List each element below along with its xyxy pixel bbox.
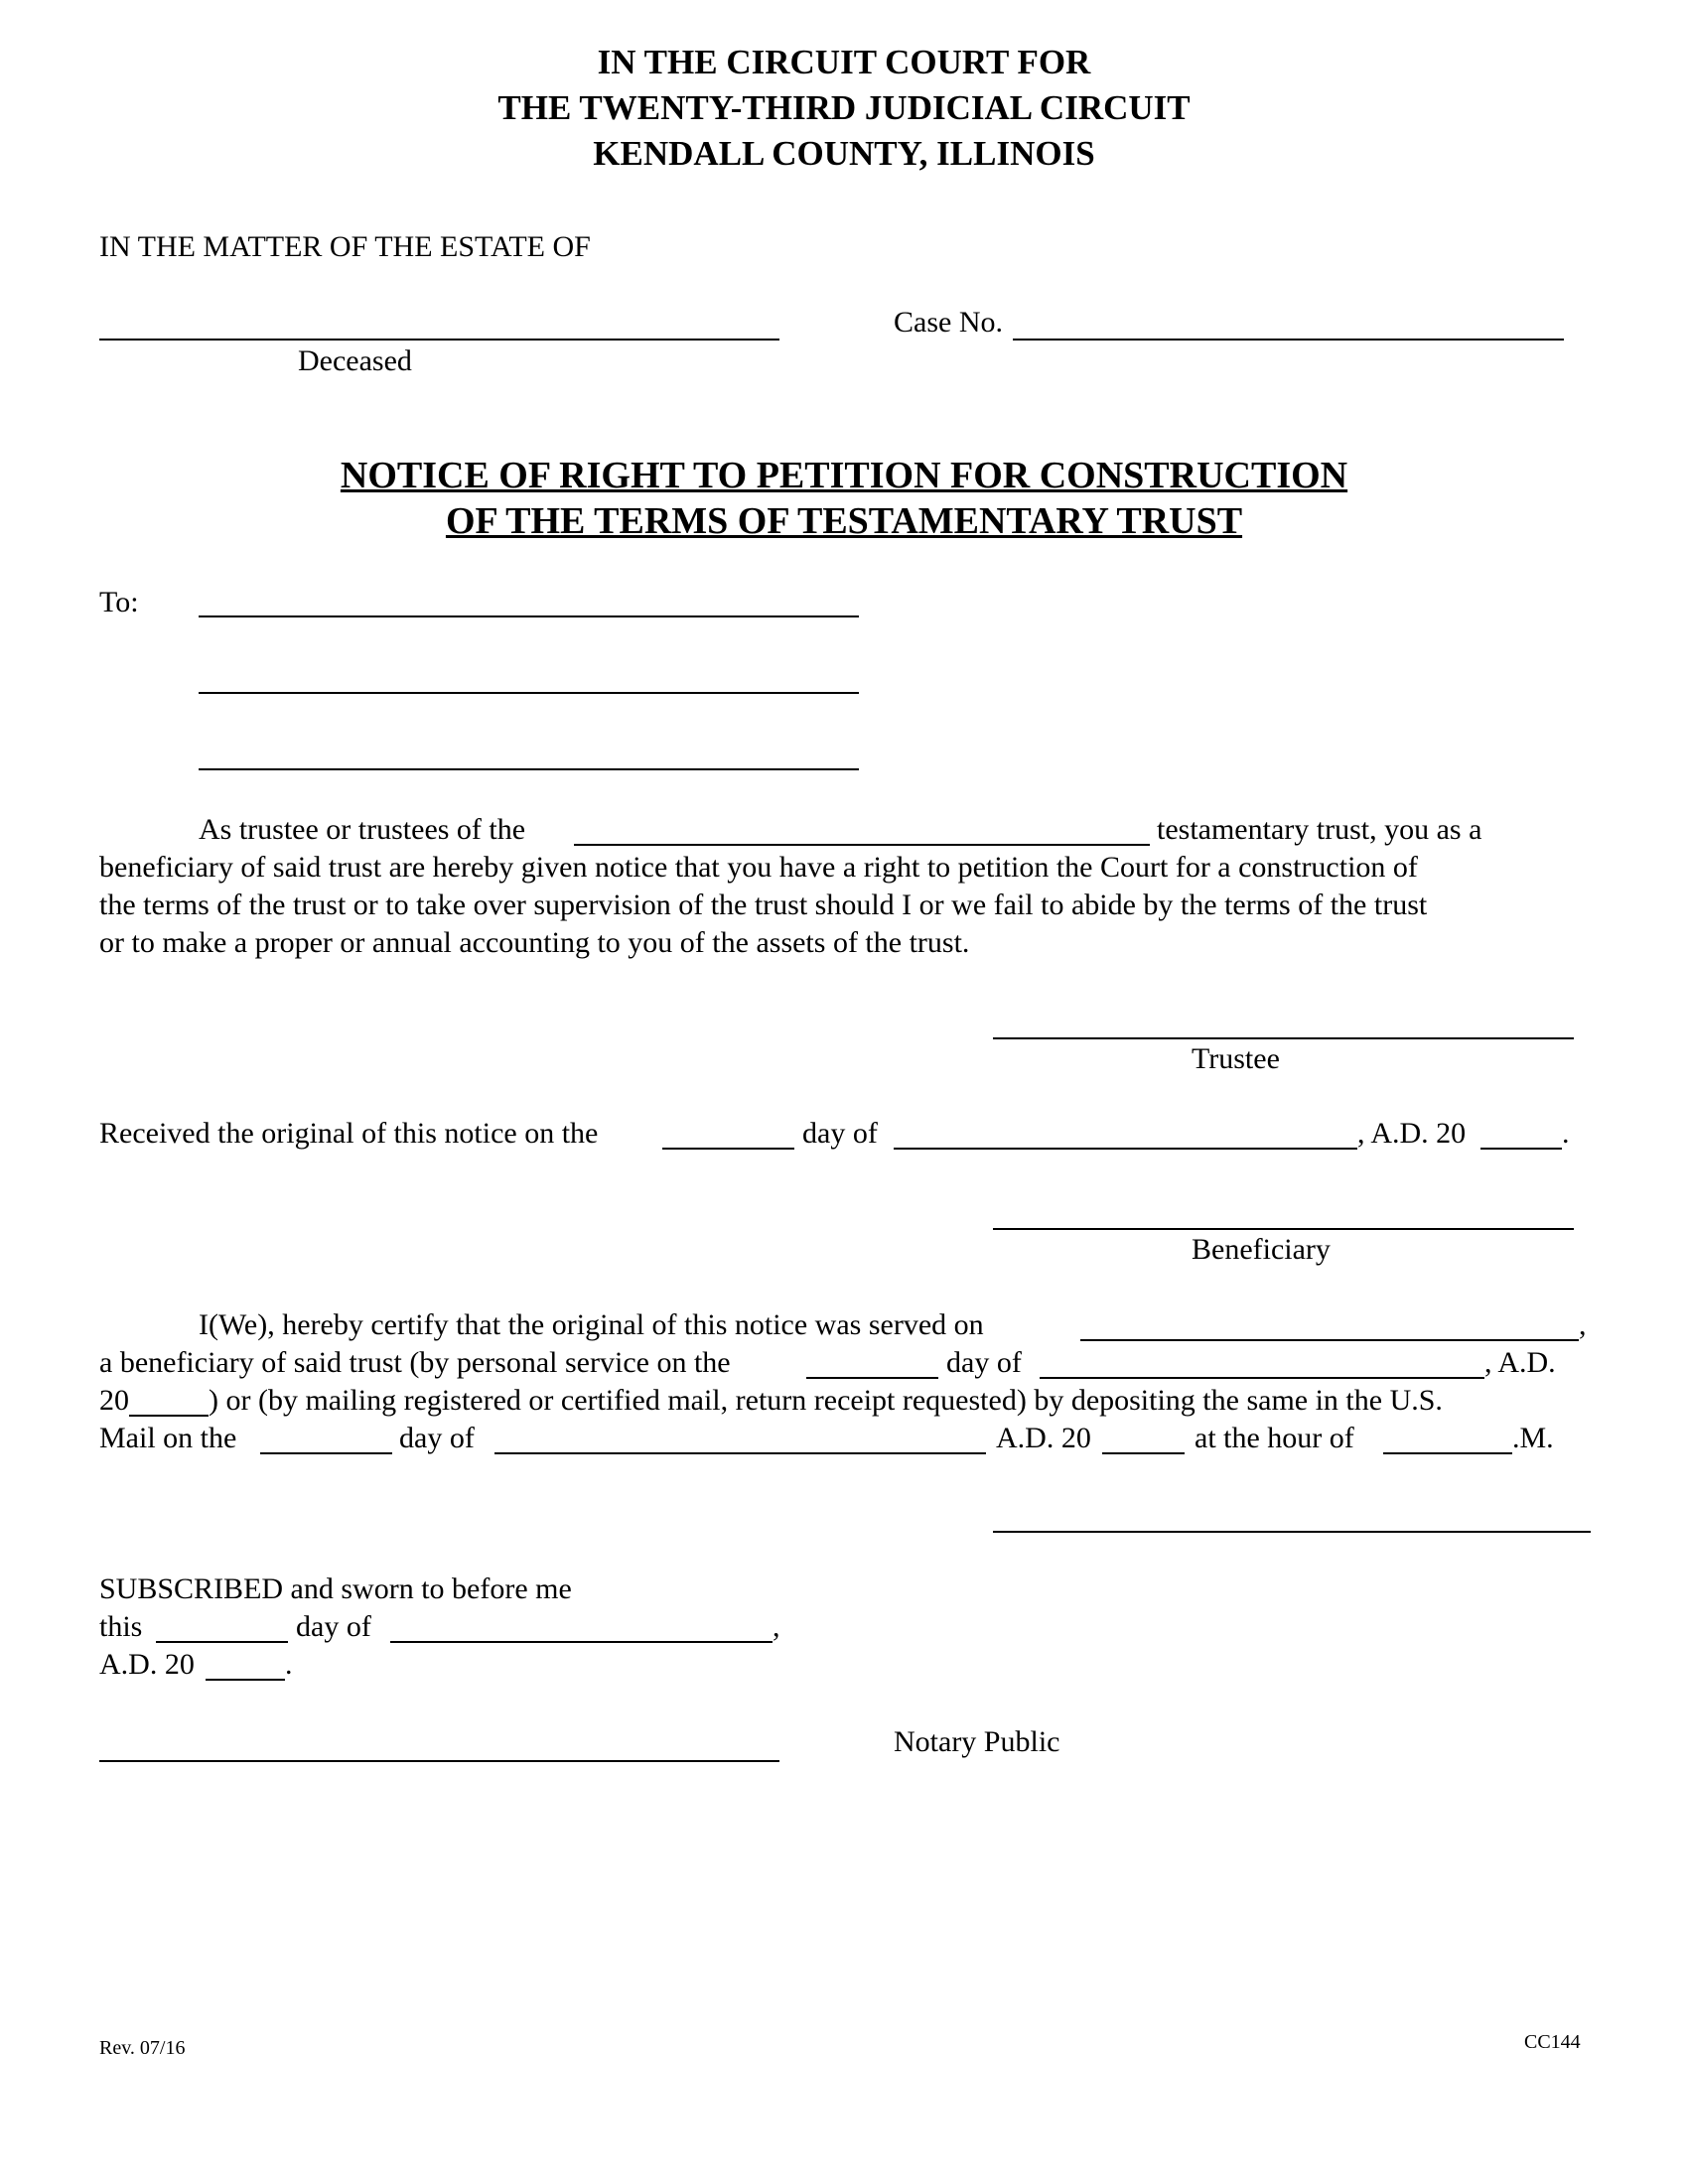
to-label: To: (99, 586, 139, 618)
subscribed-period: . (285, 1648, 293, 1681)
personal-service-year-field[interactable] (129, 1415, 209, 1417)
certifier-signature-field[interactable] (993, 1531, 1591, 1533)
subscribed-this: this (99, 1610, 143, 1643)
personal-service-day-field[interactable] (806, 1377, 938, 1379)
certify-text-line1a: I(We), hereby certify that the original of this notice was served on (199, 1308, 984, 1341)
revision-date: Rev. 07/16 (99, 2037, 186, 2059)
notice-text-line2: beneficiary of said trust are hereby given notice that you have a right to petition the Court for a construction of (99, 851, 1418, 884)
notary-signature-field[interactable] (99, 1760, 779, 1762)
sworn-year-field[interactable] (206, 1679, 285, 1681)
notice-title-line2: OF THE TERMS OF TESTAMENTARY TRUST (445, 500, 1243, 542)
served-on-field[interactable] (1080, 1339, 1579, 1341)
notice-text-line4: or to make a proper or annual accounting to you of the assets of the trust. (99, 926, 970, 959)
mail-hour-field[interactable] (1383, 1452, 1512, 1454)
trustee-signature-field[interactable] (993, 1037, 1574, 1039)
notice-text-line3: the terms of the trust or to take over supervision of the trust should I or we fail to abide by the terms of the trust (99, 888, 1428, 921)
trustee-label: Trustee (1192, 1042, 1280, 1075)
mail-day-field[interactable] (260, 1452, 392, 1454)
certify-ad-2: A.D. 20 (996, 1422, 1091, 1454)
certify-comma: , (1579, 1308, 1587, 1341)
case-no-label: Case No. (894, 306, 1003, 339)
trust-name-field[interactable] (574, 844, 1150, 846)
case-no-field[interactable] (1013, 339, 1564, 341)
certify-ad-1: , A.D. (1484, 1346, 1556, 1379)
certify-day-of-1: day of (946, 1346, 1022, 1379)
notary-public-label: Notary Public (894, 1725, 1060, 1758)
mail-year-field[interactable] (1102, 1452, 1185, 1454)
personal-service-month-field[interactable] (1040, 1377, 1484, 1379)
received-period: . (1562, 1117, 1570, 1150)
subscribed-comma: , (773, 1610, 780, 1643)
notice-text-line1a: As trustee or trustees of the (199, 813, 526, 846)
received-ad-text: , A.D. 20 (1357, 1117, 1467, 1150)
received-month-field[interactable] (894, 1148, 1357, 1150)
mail-month-field[interactable] (494, 1452, 986, 1454)
beneficiary-signature-field[interactable] (993, 1228, 1574, 1230)
certify-text-line2a: a beneficiary of said trust (by personal service on the (99, 1346, 731, 1379)
recipient-field-1[interactable] (199, 615, 859, 617)
received-text: Received the original of this notice on the (99, 1117, 599, 1150)
certify-meridiem: .M. (1512, 1422, 1554, 1454)
sworn-month-field[interactable] (390, 1641, 773, 1643)
sworn-day-field[interactable] (156, 1641, 288, 1643)
notice-text-line1b: testamentary trust, you as a (1157, 813, 1482, 846)
subscribed-ad: A.D. 20 (99, 1648, 195, 1681)
beneficiary-label: Beneficiary (1192, 1233, 1331, 1266)
form-code: CC144 (1524, 2031, 1581, 2053)
decedent-name-field[interactable] (99, 339, 779, 341)
certify-mail-on: Mail on the (99, 1422, 237, 1454)
recipient-field-2[interactable] (199, 692, 859, 694)
received-day-field[interactable] (662, 1148, 794, 1150)
estate-matter-label: IN THE MATTER OF THE ESTATE OF (99, 230, 591, 263)
court-header-line2: THE TWENTY-THIRD JUDICIAL CIRCUIT (497, 88, 1191, 127)
received-year-field[interactable] (1480, 1148, 1562, 1150)
subscribed-day-of: day of (296, 1610, 371, 1643)
certify-text-line3: ) or (by mailing registered or certified mail, return receipt requested) by depositing the same in the U.S. (209, 1384, 1443, 1417)
recipient-field-3[interactable] (199, 768, 859, 770)
court-header-line1: IN THE CIRCUIT COURT FOR (597, 43, 1091, 81)
certify-year-prefix: 20 (99, 1384, 129, 1417)
received-day-of-text: day of (802, 1117, 878, 1150)
deceased-label: Deceased (298, 344, 412, 377)
certify-day-of-2: day of (399, 1422, 475, 1454)
court-header-line3: KENDALL COUNTY, ILLINOIS (593, 134, 1095, 173)
notice-title-line1: NOTICE OF RIGHT TO PETITION FOR CONSTRUCTION (340, 455, 1348, 496)
subscribed-text-line1: SUBSCRIBED and sworn to before me (99, 1572, 572, 1605)
certify-hour-of: at the hour of (1195, 1422, 1354, 1454)
